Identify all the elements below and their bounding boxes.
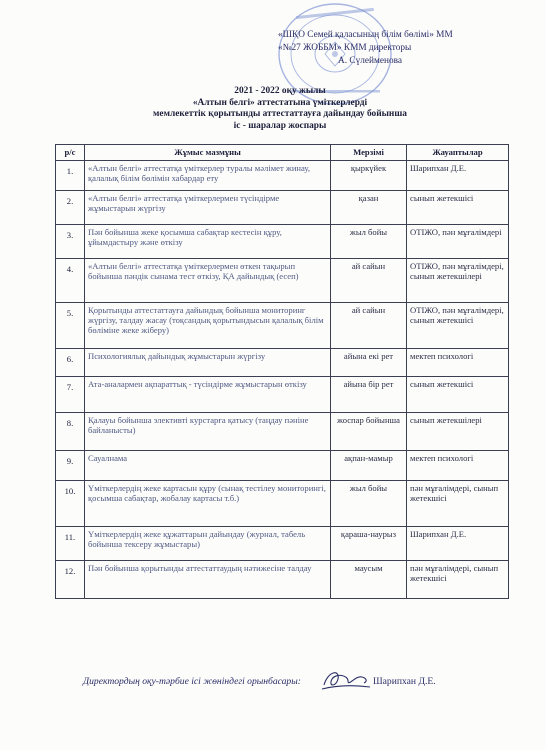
table-header-row [56, 145, 509, 161]
row-content: Сауалнама [85, 451, 331, 481]
row-responsible: ОТІЖО, пән мұғалімдері, сынып жетекшілері [407, 259, 509, 303]
row-content: Үміткерлердің жеке құжаттарын дайындау (журнал, табель бойынша тексеру жұмыстары) [85, 527, 331, 561]
row-term: жыл бойы [331, 481, 407, 527]
title-year: 2021 - 2022 оқу жылы [234, 86, 326, 96]
row-number: 7. [56, 377, 85, 413]
header-term: Мерзімі [331, 145, 407, 161]
table-row [56, 377, 509, 413]
row-responsible: мектеп психологі [407, 349, 509, 377]
row-responsible: сынып жетекшісі [407, 377, 509, 413]
plan-table [55, 144, 509, 599]
approval-position: «№27 ЖОББМ» КММ директоры [278, 43, 412, 53]
row-term: қараша-наурыз [331, 527, 407, 561]
row-content: Пән бойынша қорытынды аттестаттаудың нәтижесіне талдау [85, 561, 331, 599]
row-term: жоспар бойынша [331, 413, 407, 451]
row-term: ай сайын [331, 303, 407, 349]
row-content: Үміткерлердің жеке картасын құру (сынақ тестілеу мониторингі, қосымша сабақтар, жобалау картасы т.б.) [85, 481, 331, 527]
table-row [56, 259, 509, 303]
row-content: «Алтын белгі» аттестатқа үміткерлермен түсіндірме жұмыстарын жүргізу [85, 191, 331, 225]
row-number: 12. [56, 561, 85, 599]
title-line-2: «Алтын белгі» аттестатына үміткерлерді [192, 97, 368, 108]
table-row [56, 527, 509, 561]
row-responsible: Шарипхан Д.Е. [407, 527, 509, 561]
table-row [56, 561, 509, 599]
title-line-3: мемлекеттік қорытынды аттестаттауға дайындау бойынша [153, 109, 407, 119]
row-number: 10. [56, 481, 85, 527]
approval-name: А. Сүлейменова [338, 56, 402, 66]
row-term: қазан [331, 191, 407, 225]
table-row [56, 303, 509, 349]
header-responsible: Жауаптылар [407, 145, 509, 161]
row-responsible: Шарипхан Д.Е. [407, 161, 509, 191]
row-content: «Алтын белгі» аттестатқа үміткерлермен өткен тақырып бойынша пәндік сынама тест өткізу, ҚА дайындық (есеп) [85, 259, 331, 303]
row-responsible: мектеп психологі [407, 451, 509, 481]
title-line-4: іс - шаралар жоспары [233, 120, 327, 131]
row-term: маусым [331, 561, 407, 599]
row-content: Ата-аналармен ақпараттық - түсіндірме жұмыстарын өткізу [85, 377, 331, 413]
header-content: Жұмыс мазмұны [85, 145, 331, 161]
row-content: Қалауы бойынша элективті курстарға қатысу (таңдау пәніне байланысты) [85, 413, 331, 451]
row-content: Пән бойынша жеке қосымша сабақтар кестесін құру, ұйымдастыру және өткізу [85, 225, 331, 259]
table-row [56, 349, 509, 377]
row-term: ақпан-мамыр [331, 451, 407, 481]
row-content: Қорытынды аттестаттауға дайындық бойынша мониторинг жүргізу, талдау жасау (тоқсандық қорытындысын қалалық білім бөліміне жеке жіберу) [85, 303, 331, 349]
table-row [56, 225, 509, 259]
approval-organization: «ШҚО Семей қаласының білім бөлімі» ММ [278, 30, 453, 40]
row-number: 11. [56, 527, 85, 561]
row-number: 6. [56, 349, 85, 377]
row-term: айына екі рет [331, 349, 407, 377]
row-content: «Алтын белгі» аттестатқа үміткерлер туралы мәлімет жинау, қалалық білім бөлімін хабардар ету [85, 161, 331, 191]
row-term: жыл бойы [331, 225, 407, 259]
table-row [56, 191, 509, 225]
row-number: 1. [56, 161, 85, 191]
row-responsible: сынып жетекшісі [407, 191, 509, 225]
handwritten-signature [318, 665, 372, 695]
footer-name: Шарипхан Д.Е. [373, 676, 436, 687]
table-row [56, 451, 509, 481]
row-term: ай сайын [331, 259, 407, 303]
header-number: р/с [56, 145, 85, 161]
footer-position: Директордың оқу-тәрбие ісі жөніндегі орынбасары: [83, 676, 301, 687]
table-row [56, 481, 509, 527]
row-number: 9. [56, 451, 85, 481]
row-responsible: ОТІЖО, пән мұғалімдері, сынып жетекшісі [407, 303, 509, 349]
row-number: 2. [56, 191, 85, 225]
row-term: қыркүйек [331, 161, 407, 191]
row-responsible: сынып жетекшілері [407, 413, 509, 451]
row-responsible: пән мұғалімдері, сынып жетекшісі [407, 561, 509, 599]
row-number: 8. [56, 413, 85, 451]
document-title [40, 86, 520, 132]
row-number: 4. [56, 259, 85, 303]
table-row [56, 413, 509, 451]
row-number: 3. [56, 225, 85, 259]
table-row [56, 161, 509, 191]
footer [83, 676, 503, 687]
row-responsible: ОТІЖО, пән мұғалімдері [407, 225, 509, 259]
row-responsible: пән мұғалімдері, сынып жетекшісі [407, 481, 509, 527]
row-term: айына бір рет [331, 377, 407, 413]
row-number: 5. [56, 303, 85, 349]
approval-block [278, 29, 528, 68]
row-content: Психологиялық дайындық жұмыстарын жүргізу [85, 349, 331, 377]
